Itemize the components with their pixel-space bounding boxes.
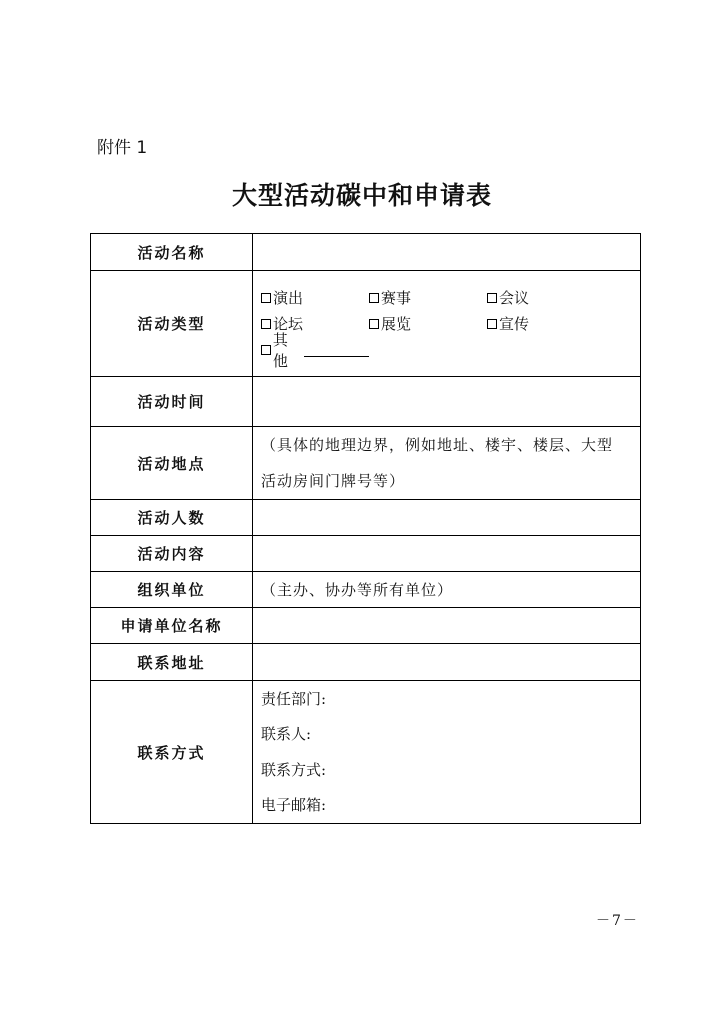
row-organizer — [91, 572, 641, 608]
activity-type-options — [253, 271, 641, 377]
email-field[interactable]: 电子邮箱: — [261, 796, 327, 815]
option-other[interactable] — [261, 329, 369, 371]
checkbox-icon[interactable] — [369, 319, 379, 329]
activity-time-field[interactable] — [253, 377, 641, 427]
row-contact — [91, 681, 641, 824]
row-activity-type — [91, 271, 641, 377]
activity-place-field[interactable] — [253, 427, 641, 500]
organizer-label: 组织单位 — [91, 572, 253, 608]
option-meeting[interactable] — [487, 287, 529, 308]
checkbox-icon[interactable] — [261, 319, 271, 329]
application-form-table — [90, 233, 641, 824]
activity-name-field[interactable] — [253, 234, 641, 271]
attachment-label: 附件 1 — [97, 138, 148, 158]
option-label: 赛事 — [381, 289, 412, 307]
other-blank-field[interactable] — [304, 342, 369, 357]
option-competition[interactable] — [369, 287, 487, 308]
checkbox-icon[interactable] — [487, 293, 497, 303]
checkbox-icon[interactable] — [261, 345, 271, 355]
participants-label: 活动人数 — [91, 500, 253, 536]
row-content — [91, 536, 641, 572]
option-label: 其他 — [272, 330, 288, 370]
row-activity-place — [91, 427, 641, 500]
checkbox-icon[interactable] — [261, 293, 271, 303]
row-participants — [91, 500, 641, 536]
option-performance[interactable] — [261, 287, 369, 308]
activity-place-label: 活动地点 — [91, 427, 253, 500]
option-exhibition[interactable] — [369, 313, 487, 334]
activity-time-label: 活动时间 — [91, 377, 253, 427]
activity-place-hint-line2: 活动房间门牌号等） — [261, 472, 406, 490]
option-label: 演出 — [273, 289, 304, 307]
content-field[interactable] — [253, 536, 641, 572]
page-number: －7－ — [596, 913, 639, 929]
contact-person-field[interactable]: 联系人: — [261, 725, 312, 744]
row-address — [91, 644, 641, 681]
contact-fields — [253, 681, 641, 824]
content-label: 活动内容 — [91, 536, 253, 572]
organizer-hint: （主办、协办等所有单位） — [261, 581, 454, 599]
option-label: 宣传 — [499, 315, 530, 333]
activity-name-label: 活动名称 — [91, 234, 253, 271]
activity-type-label: 活动类型 — [91, 271, 253, 377]
row-activity-name — [91, 234, 641, 271]
applicant-field[interactable] — [253, 608, 641, 644]
option-promotion[interactable] — [487, 313, 529, 334]
option-label: 论坛 — [273, 315, 304, 333]
activity-type-row-1 — [261, 286, 634, 310]
address-label: 联系地址 — [91, 644, 253, 681]
row-applicant — [91, 608, 641, 644]
option-label: 会议 — [499, 289, 530, 307]
contact-label: 联系方式 — [91, 681, 253, 824]
activity-place-hint-line1: （具体的地理边界，例如地址、楼宇、楼层、大型 — [261, 436, 614, 454]
activity-type-row-3 — [261, 330, 634, 370]
row-activity-time — [91, 377, 641, 427]
checkbox-icon[interactable] — [487, 319, 497, 329]
responsible-department-field[interactable]: 责任部门: — [261, 689, 327, 708]
contact-method-field[interactable]: 联系方式: — [261, 760, 327, 779]
participants-field[interactable] — [253, 500, 641, 536]
organizer-field[interactable] — [253, 572, 641, 608]
address-field[interactable] — [253, 644, 641, 681]
applicant-label: 申请单位名称 — [91, 608, 253, 644]
option-label: 展览 — [381, 315, 412, 333]
page-title: 大型活动碳中和申请表 — [231, 181, 492, 210]
checkbox-icon[interactable] — [369, 293, 379, 303]
